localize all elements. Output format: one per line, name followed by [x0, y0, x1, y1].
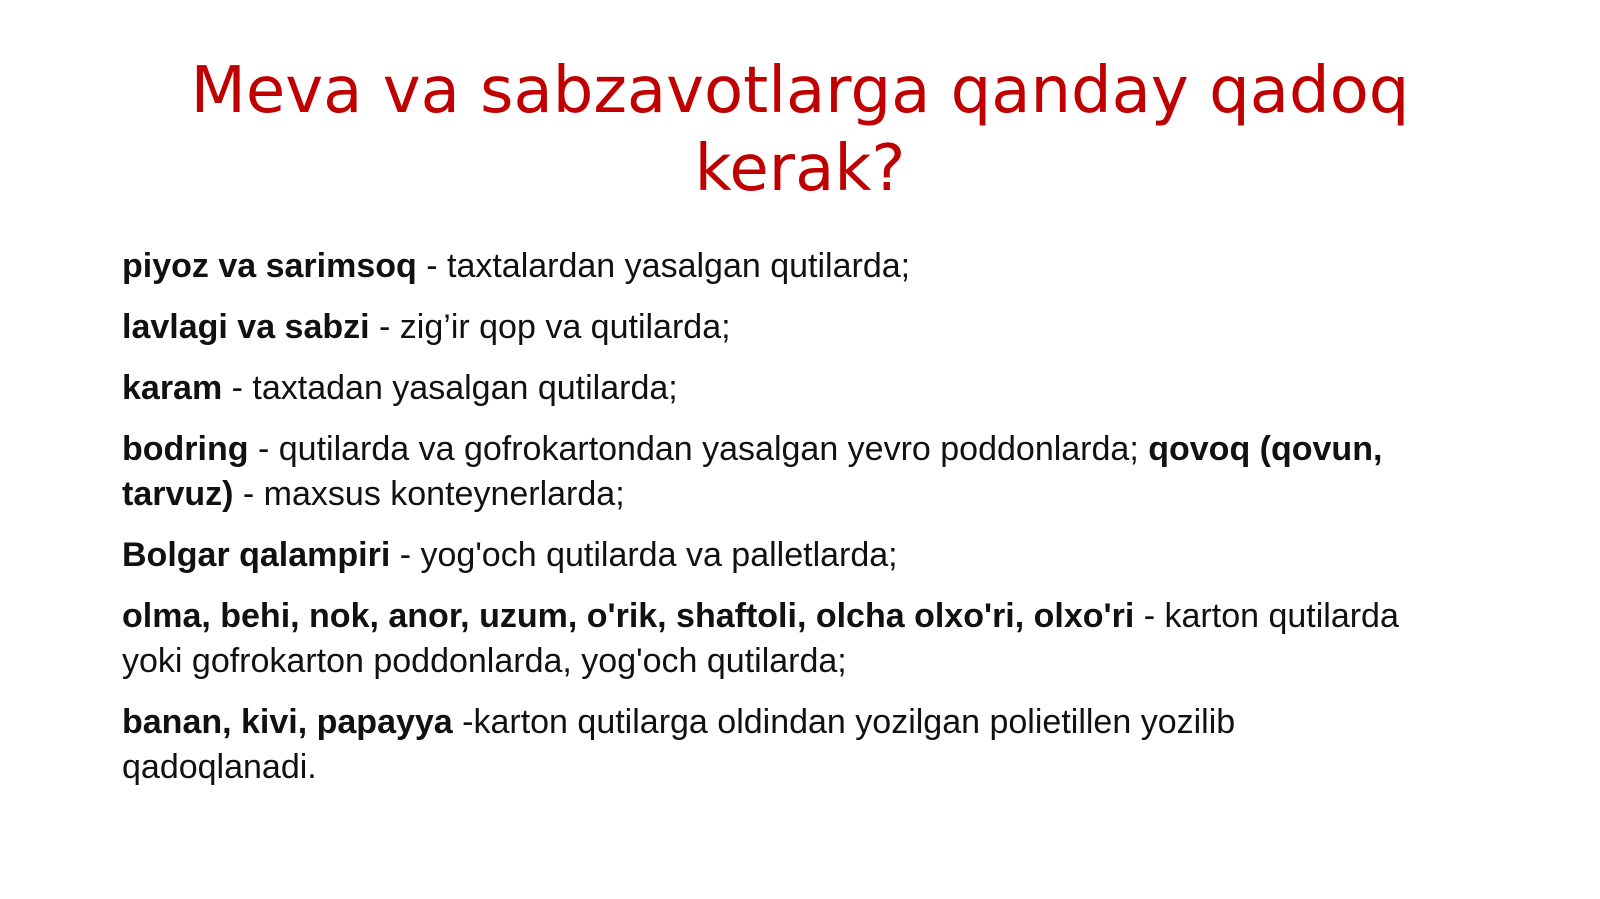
item-term: bodring: [122, 430, 249, 468]
item-description: - zig’ir qop va qutilarda;: [369, 308, 731, 346]
list-item: [122, 305, 1402, 350]
slide-body: [122, 244, 1402, 806]
item-description: - qutilarda va gofrokartondan yasalgan yevro poddonlarda;: [248, 430, 1149, 468]
item-term: Bolgar qalampiri: [122, 536, 391, 574]
item-term: qovoq (qovun, tarvuz): [122, 430, 1383, 513]
item-description: - taxtadan yasalgan qutilarda;: [222, 369, 678, 407]
item-term: karam: [122, 369, 223, 407]
list-item: [122, 533, 1402, 578]
item-description: - maxsus konteynerlarda;: [233, 475, 625, 513]
slide-title: Meva va sabzavotlarga qanday qadoq kerak?: [190, 54, 1410, 206]
list-item: [122, 244, 1402, 289]
list-item: [122, 427, 1402, 517]
item-term: lavlagi va sabzi: [122, 308, 370, 346]
list-item: [122, 366, 1402, 411]
item-term: piyoz va sarimsoq: [122, 247, 417, 285]
list-item: [122, 594, 1402, 684]
item-term: olma, behi, nok, anor, uzum, o'rik, shaftoli, olcha olxo'ri, olxo'ri: [122, 597, 1135, 635]
list-item: [122, 700, 1402, 790]
item-description: -karton qutilarga oldindan yozilgan polietillen yozilib qadoqlanadi.: [122, 703, 1236, 786]
item-term: banan, kivi, papayya: [122, 703, 453, 741]
item-description: - taxtalardan yasalgan qutilarda;: [416, 247, 911, 285]
item-description: - yog'och qutilarda va palletlarda;: [390, 536, 898, 574]
item-description: - karton qutilarda yoki gofrokarton poddonlarda, yog'och qutilarda;: [122, 597, 1399, 680]
